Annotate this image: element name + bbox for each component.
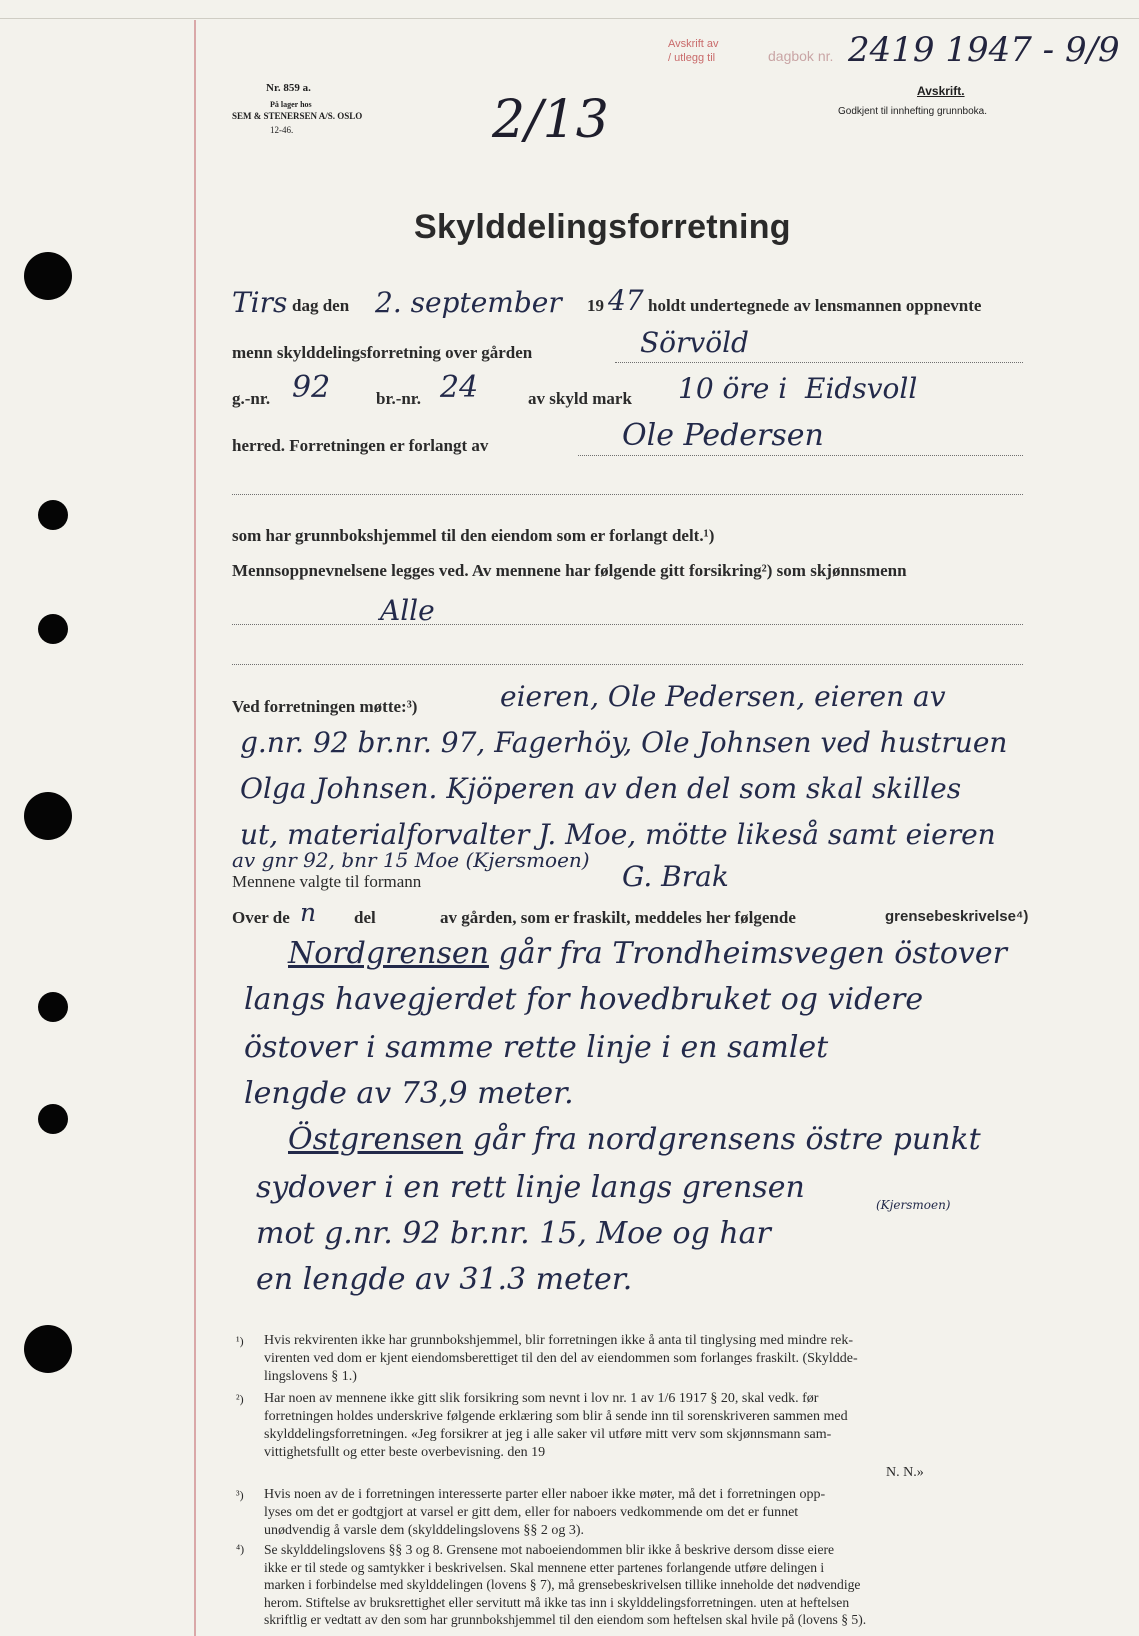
skyld-label: av skyld mark (528, 389, 632, 408)
binder-hole (24, 792, 72, 840)
footnote-line: marken i forbindelse med skylddelingen (lovens § 7), må grensebeskrivelsen tillike inneholde det nødvendige (264, 1577, 861, 1592)
desc-line (288, 936, 1007, 971)
line1-suffix: holdt undertegnede av lensmannen oppnevnte (648, 296, 982, 315)
dotted-line (232, 664, 1023, 665)
footnote-line: Hvis noen av de i forretningen interesserte parter eller naboer ikke møter, må det i forretningen opp- (264, 1487, 826, 1502)
year-prefix: 19 (587, 296, 604, 315)
binder-hole (38, 1104, 68, 1134)
publisher-line: På lager hos (270, 100, 312, 109)
footnote-mark: ⁴) (236, 1542, 245, 1556)
footnote-mark: ¹) (236, 1334, 244, 1348)
dotted-line (578, 455, 1023, 456)
over-prefix: Over de (232, 908, 290, 927)
municipality: Eidsvoll (805, 372, 918, 405)
dagbok-entry: 2419 1947 - 9/9 (848, 30, 1120, 70)
motte-line: ut, materialforvalter J. Moe, mötte likeså samt eieren (240, 818, 996, 851)
over-suffix: av gården, som er fraskilt, meddeles her følgende (440, 908, 796, 927)
desc-line: östover i samme rette linje i en samlet (244, 1030, 829, 1065)
herred-text: herred. Forretningen er forlangt av (232, 436, 489, 455)
stamp-dagbok: dagbok nr. (768, 48, 834, 64)
desc-rest: går fra nordgrensens östre punkt (472, 1122, 981, 1157)
footnote-line: forretningen holdes underskrive følgende erklæring som blir å sende inn til sorenskriveren sammen med (264, 1409, 848, 1424)
grense-label (885, 908, 1028, 925)
stamp-line: Avskrift av (668, 38, 719, 50)
forsikring-hand: Alle (380, 594, 435, 627)
binder-hole (24, 1325, 72, 1373)
footnote-line: vittighetsfullt og etter beste overbevisning. den 19 (264, 1445, 546, 1460)
stamp-line: / utlegg til (668, 52, 716, 64)
footnote-line: unødvendig å varsle dem (skylddelingslovens §§ 2 og 3). (264, 1523, 585, 1538)
binder-hole (24, 252, 72, 300)
brnr-label: br.-nr. (376, 389, 422, 408)
dotted-line (615, 362, 1023, 363)
grense-label-text: grensebeskrivelse (885, 908, 1016, 925)
avskrift-subtitle: Godkjent til innhefting grunnboka. (838, 106, 987, 117)
day-label: dag den (292, 296, 350, 315)
gnr-value: 92 (292, 370, 331, 405)
desc-note: (Kjersmoen) (876, 1198, 951, 1212)
desc-line: sydover i en rett linje langs grensen (256, 1170, 805, 1205)
formann-label: Mennene valgte til formann (232, 872, 422, 891)
publisher-line: 12-46. (270, 125, 294, 135)
forsikring-text: Mennsoppnevnelsene legges ved. Av mennene har følgende gitt forsikring²) som skjønnsmenn (232, 561, 907, 580)
footnote-line: skylddelingsforretningen. «Jeg forsikrer at jeg i alle saker vil utføre mitt verv som skjønnsmann sam- (264, 1427, 832, 1442)
year-hand: 47 (608, 284, 644, 317)
footnote-line: ikke er til stede og samtykker i beskrivelsen. Skal mennene etter partenes forlangende utføre delingen i (264, 1559, 825, 1575)
footnote-line: skriftlig er vedtatt av den som har grunnbokshjemmel til den eiendom som heftelsen skal hvile på (lovens § 5). (264, 1612, 867, 1627)
dotted-line (232, 624, 1023, 625)
motte-line: Olga Johnsen. Kjöperen av den del som skal skilles (240, 772, 962, 805)
line2-text: menn skylddelingsforretning over gården (232, 343, 533, 362)
footnote-2 (236, 1390, 848, 1462)
footnote-1 (236, 1332, 858, 1386)
fold-line (0, 18, 1139, 19)
motte-line: av gnr 92, bnr 15 Moe (Kjersmoen) (232, 848, 590, 872)
motte-line: g.nr. 92 br.nr. 97, Fagerhöy, Ole Johnsen ved hustruen (240, 726, 1008, 759)
desc-rest: går fra Trondheimsvegen östover (498, 936, 1007, 971)
requester: Ole Pedersen (622, 418, 824, 453)
desc-line: en lengde av 31.3 meter. (256, 1262, 633, 1297)
footnote-line: Har noen av mennene ikke gitt slik forsikring som nevnt i lov nr. 1 av 1/6 1917 § 20, skal vedk. før (264, 1391, 819, 1406)
binder-hole (38, 500, 68, 530)
footnote-line: herom. Stiftelse av bruksrettighet eller servitutt må ikke tas inn i skylddelingsforretningen. uten at heftelsen (264, 1594, 850, 1610)
motte-label: Ved forretningen møtte:³) (232, 697, 418, 716)
footnote-line: virenten ved dom er kjent eiendomsberettiget til den del av eiendommen som forlanges fraskilt. (Skyldde- (264, 1351, 858, 1366)
footnote-4 (236, 1541, 867, 1629)
red-margin-line (194, 20, 196, 1636)
footnote-line: Hvis rekvirenten ikke har grunnbokshjemmel, blir forretningen ikke å anta til tinglysing med mindre rek- (264, 1333, 854, 1348)
desc-line: mot g.nr. 92 br.nr. 15, Moe og har (256, 1216, 771, 1251)
binder-hole (38, 614, 68, 644)
margin-note: 2/13 (492, 90, 609, 150)
desc-line: langs havegjerdet for hovedbruket og videre (244, 982, 924, 1017)
farm-name: Sörvöld (640, 326, 749, 359)
footnote-line: lyses om det er godtgjort at varsel er gitt dem, eller for naboers vedkommende om det er funnet (264, 1505, 799, 1520)
gnr-label: g.-nr. (232, 389, 271, 408)
weekday-hand: Tirs (232, 286, 288, 319)
footnote-3 (236, 1486, 826, 1540)
binder-hole (38, 992, 68, 1022)
footnote-mark: ³) (236, 1488, 244, 1502)
desc-under: Östgrensen (288, 1122, 464, 1157)
footnote-signature: N. N.» (886, 1465, 924, 1480)
form-number: Nr. 859 a. (266, 82, 311, 94)
brnr-value: 24 (440, 370, 479, 405)
desc-under: Nordgrensen (288, 936, 489, 971)
date-hand: 2. september (375, 286, 562, 319)
motte-line: eieren, Ole Pedersen, eieren av (500, 680, 946, 713)
footnote-mark: ²) (236, 1392, 244, 1406)
formann-hand: G. Brak (622, 860, 729, 893)
avskrift-label: Avskrift. (917, 84, 965, 98)
dotted-line (232, 494, 1023, 495)
hjemmel-text: som har grunnbokshjemmel til den eiendom som er forlangt delt.¹) (232, 526, 715, 545)
footnote-line: lingslovens § 1.) (264, 1369, 357, 1384)
skyld-value: 10 öre i (678, 372, 788, 405)
over-mid: del (354, 908, 376, 927)
footnote-line: Se skylddelingslovens §§ 3 og 8. Grensene mot naboeiendommen blir ikke å beskrive dersom disse eiere (264, 1542, 835, 1557)
publisher-line: SEM & STENERSEN A/S. OSLO (232, 111, 363, 121)
over-hand: n (300, 898, 317, 927)
desc-line: lengde av 73,9 meter. (244, 1076, 574, 1111)
desc-line (288, 1122, 981, 1157)
document-title: Skylddelingsforretning (414, 208, 791, 246)
grense-sup: ⁴) (1015, 908, 1029, 925)
